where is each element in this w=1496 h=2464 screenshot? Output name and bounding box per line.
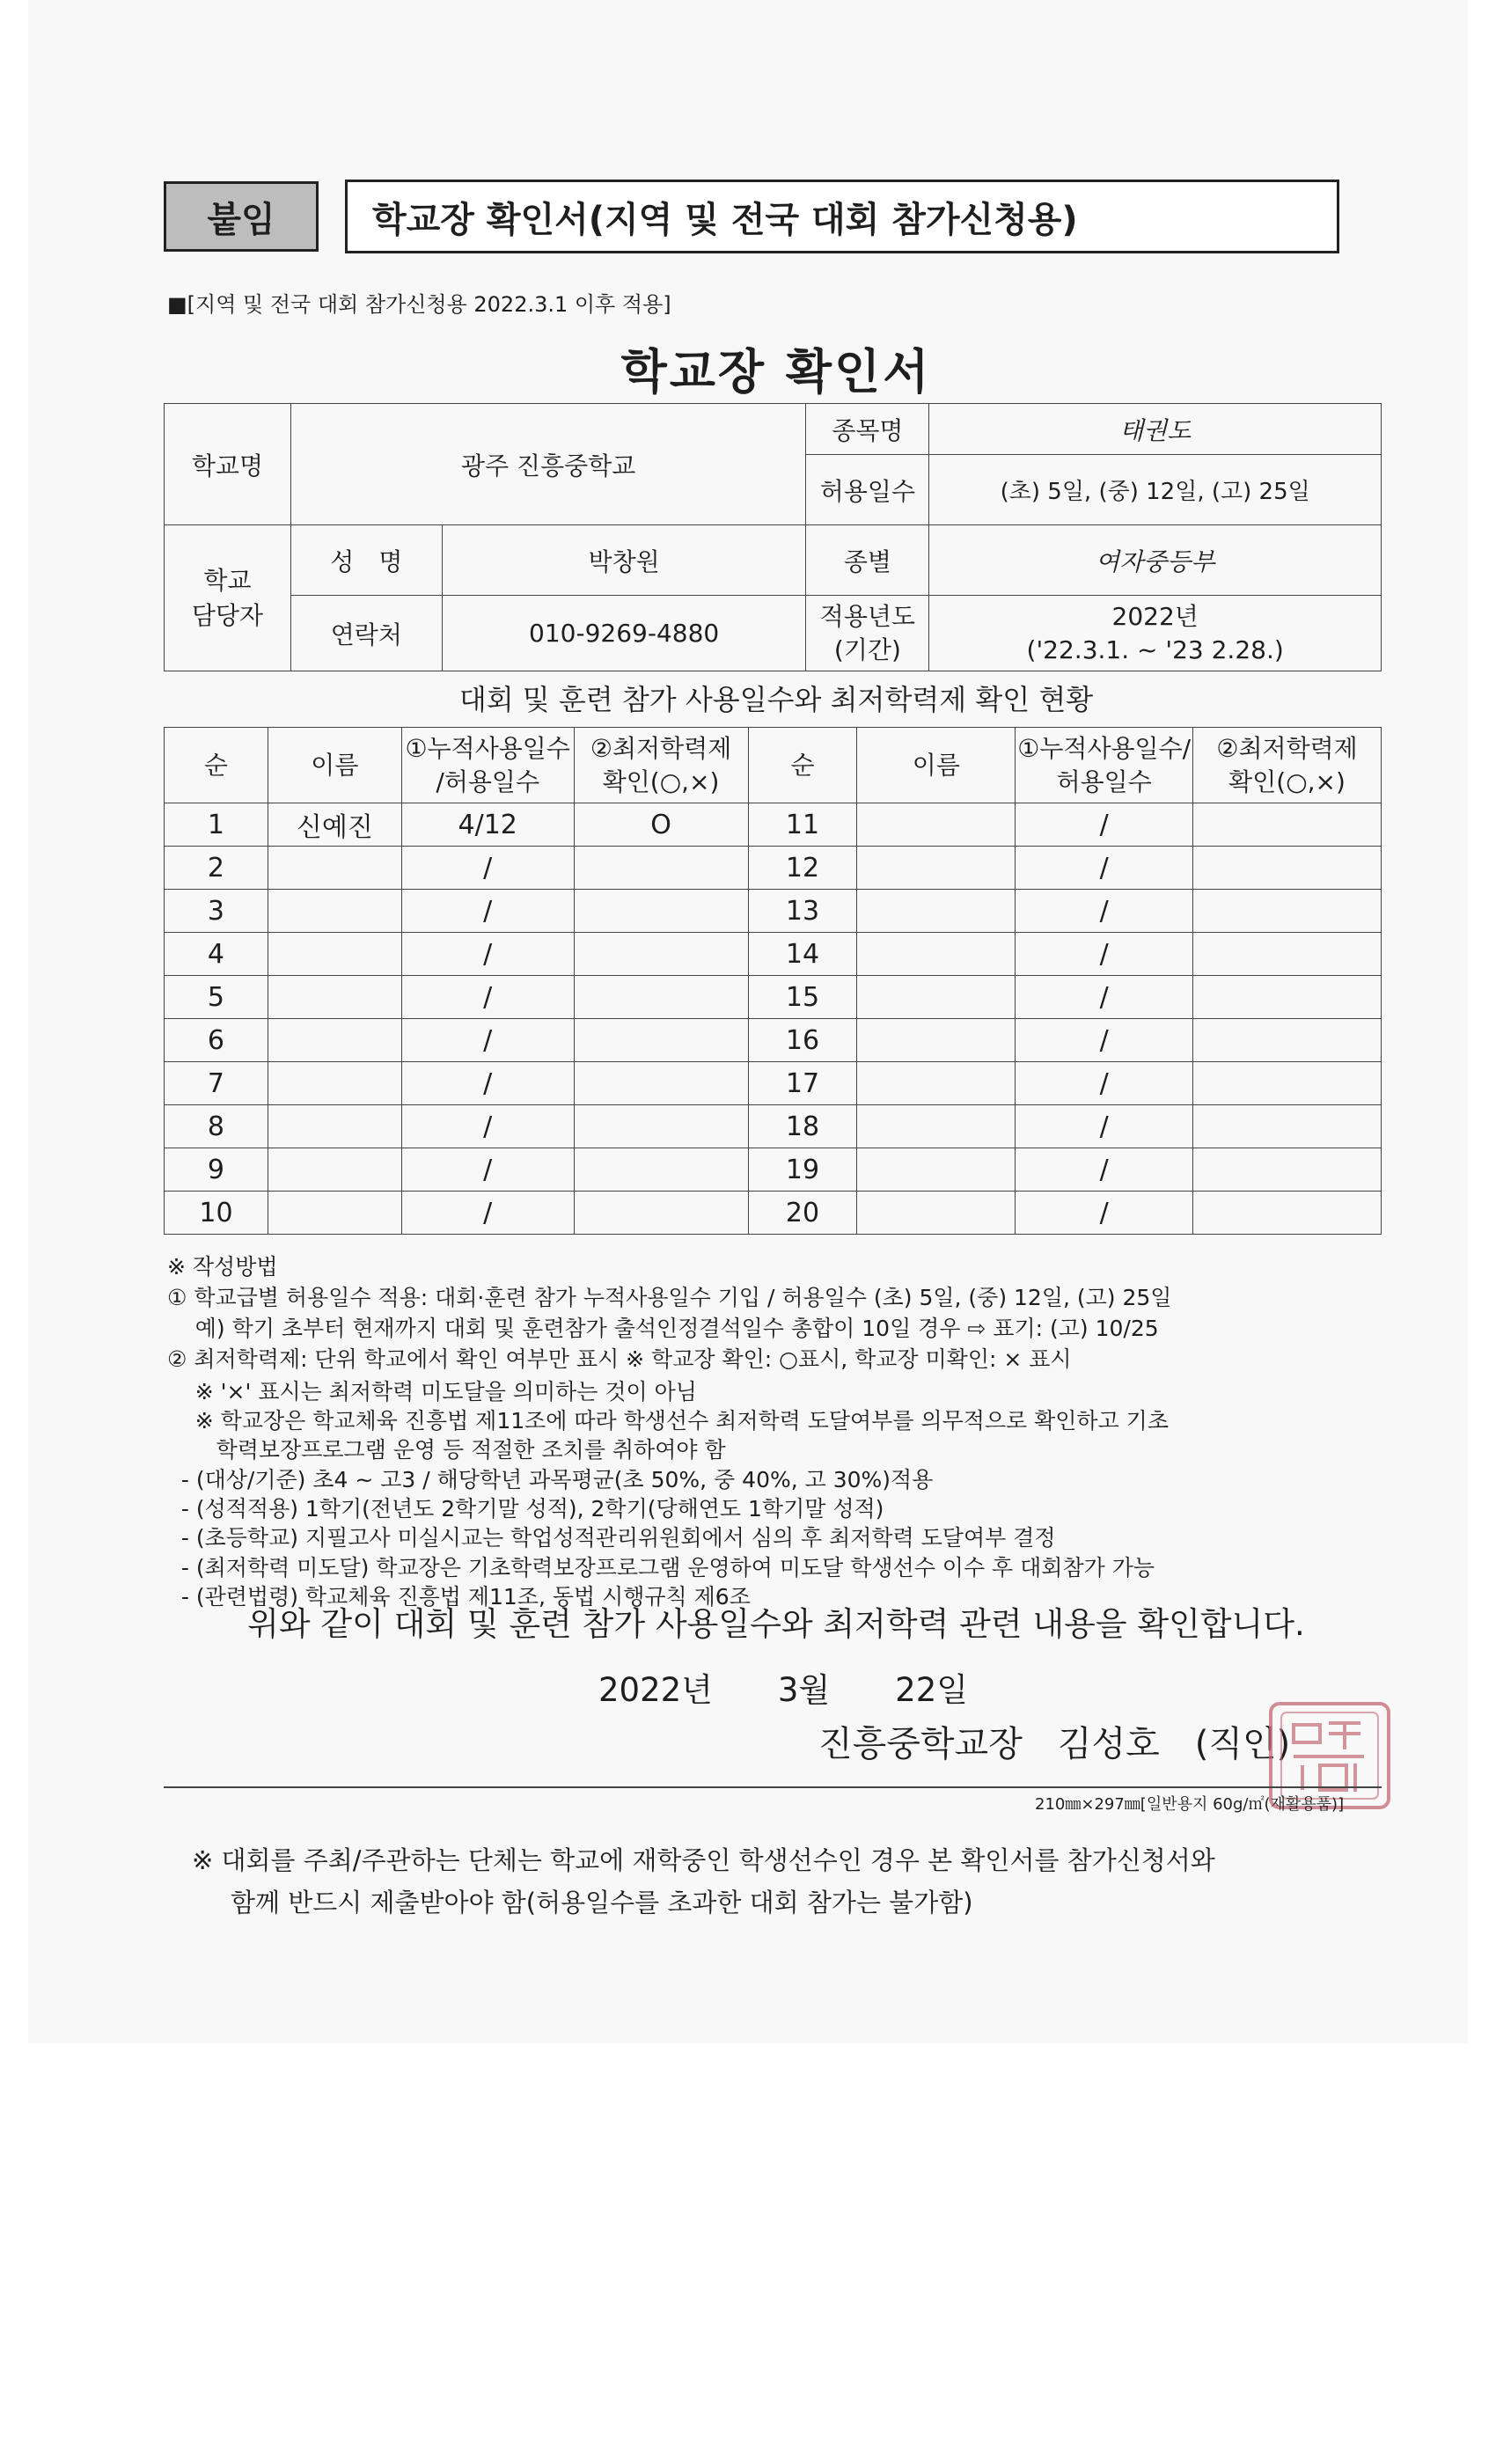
athlete-name (268, 1148, 401, 1192)
min-academic-check (574, 1019, 748, 1062)
min-academic-check (574, 1192, 748, 1235)
min-academic-check (1193, 1105, 1382, 1148)
name-label: 성 명 (290, 525, 442, 596)
used-allowed-days: / (401, 1019, 574, 1062)
min-academic-check (574, 890, 748, 933)
athlete-name: 신예진 (268, 803, 401, 847)
table-row (165, 1192, 1382, 1235)
table-row (165, 803, 1382, 847)
paper-spec: 210㎜×297㎜[일반용지 60g/㎡(재활용품)] (1035, 1795, 1345, 1814)
row-number: 20 (748, 1192, 857, 1235)
athlete-name (268, 976, 401, 1019)
allowed-days-label: 허용일수 (806, 455, 929, 525)
instruction-line: - (최저학력 미도달) 학교장은 기초학력보장프로그램 운영하여 미도달 학생선수 이수 후 대회참가 가능 (167, 1555, 1155, 1580)
athlete-name (857, 1019, 1016, 1062)
instruction-line: 학력보장프로그램 운영 등 적절한 조치를 취하여야 함 (167, 1437, 726, 1463)
athlete-name (857, 847, 1016, 890)
table-row (165, 1019, 1382, 1062)
header-check: ②최저학력제 확인(○,×) (1193, 728, 1382, 803)
instruction-line: ※ 학교장은 학교체육 진흥법 제11조에 따라 학생선수 최저학력 도달여부를 의무적으로 확인하고 기초 (167, 1408, 1169, 1434)
row-number: 2 (165, 847, 268, 890)
table-row (165, 1105, 1382, 1148)
used-allowed-days: / (1016, 1105, 1193, 1148)
row-number: 6 (165, 1019, 268, 1062)
footer-note-line-1: ※ 대회를 주최/주관하는 단체는 학교에 재학중인 학생선수인 경우 본 확인서를 참가신청서와 (192, 1845, 1215, 1875)
used-allowed-days: / (1016, 933, 1193, 976)
min-academic-check: O (574, 803, 748, 847)
allowed-days-value: (초) 5일, (중) 12일, (고) 25일 (929, 455, 1382, 525)
used-allowed-days: / (1016, 976, 1193, 1019)
used-allowed-days: / (401, 933, 574, 976)
used-allowed-days: / (401, 890, 574, 933)
min-academic-check (574, 1105, 748, 1148)
row-number: 9 (165, 1148, 268, 1192)
class-value: 여자중등부 (929, 525, 1382, 596)
instruction-line: 예) 학기 초부터 현재까지 대회 및 훈련참가 출석인정결석일수 총합이 10일 경우 ⇨ 표기: (고) 10/25 (167, 1316, 1159, 1341)
table-row (165, 933, 1382, 976)
year-cell (929, 596, 1382, 671)
min-academic-check (1193, 1148, 1382, 1192)
table-row (165, 890, 1382, 933)
used-allowed-days: / (401, 976, 574, 1019)
confirmation-statement: 위와 같이 대회 및 훈련 참가 사용일수와 최저학력 관련 내용을 확인합니다. (247, 1605, 1305, 1643)
min-academic-check (574, 847, 748, 890)
instruction-line: ※ '×' 표시는 최저학력 미도달을 의미하는 것이 아님 (167, 1379, 697, 1404)
document-title: 학교장 확인서 (620, 344, 932, 400)
min-academic-check (574, 976, 748, 1019)
used-allowed-days: / (1016, 890, 1193, 933)
instruction-line: - (성적적용) 1학기(전년도 2학기말 성적), 2학기(당해연도 1학기말 성적) (167, 1496, 884, 1522)
table-row (165, 976, 1382, 1019)
event-label: 종목명 (806, 404, 929, 455)
athlete-name (268, 1192, 401, 1235)
athlete-name (857, 976, 1016, 1019)
min-academic-check (1193, 976, 1382, 1019)
row-number: 13 (748, 890, 857, 933)
row-number: 8 (165, 1105, 268, 1148)
used-allowed-days: / (1016, 1019, 1193, 1062)
instruction-line: ② 최저학력제: 단위 학교에서 확인 여부만 표시 ※ 학교장 확인: ○표시, 학교장 미확인: × 표시 (167, 1346, 1072, 1372)
min-academic-check (574, 1062, 748, 1105)
row-number: 19 (748, 1148, 857, 1192)
row-number: 16 (748, 1019, 857, 1062)
contact-label: 연락처 (290, 596, 442, 671)
athlete-name (857, 933, 1016, 976)
used-allowed-days: / (1016, 1148, 1193, 1192)
athlete-name (268, 1105, 401, 1148)
used-allowed-days: / (401, 847, 574, 890)
row-number: 4 (165, 933, 268, 976)
athlete-name (268, 890, 401, 933)
principal-signature: 진흥중학교장 김성호 (직인) (818, 1724, 1291, 1764)
row-number: 1 (165, 803, 268, 847)
min-academic-check (574, 933, 748, 976)
min-academic-check (1193, 1019, 1382, 1062)
instruction-line: ※ 작성방법 (167, 1254, 278, 1280)
header-name: 이름 (268, 728, 401, 803)
athlete-name (857, 890, 1016, 933)
header-check: ②최저학력제 확인(○,×) (574, 728, 748, 803)
used-allowed-days: 4/12 (401, 803, 574, 847)
header-no: 순 (165, 728, 268, 803)
used-allowed-days: / (1016, 1192, 1193, 1235)
athlete-name (857, 1148, 1016, 1192)
row-number: 18 (748, 1105, 857, 1148)
header-days: ①누적사용일수/ 허용일수 (1016, 728, 1193, 803)
athlete-name (857, 1062, 1016, 1105)
instruction-line: - (대상/기준) 초4 ~ 고3 / 해당학년 과목평균(초 50%, 중 40%, 고 30%)적용 (167, 1467, 934, 1492)
footer-note-line-2: 함께 반드시 제출받아야 함(허용일수를 초과한 대회 참가는 불가함) (231, 1888, 973, 1918)
athlete-name (268, 933, 401, 976)
manager-label: 학교 담당자 (165, 525, 291, 671)
used-allowed-days: / (401, 1105, 574, 1148)
row-number: 3 (165, 890, 268, 933)
used-allowed-days: / (401, 1192, 574, 1235)
attachment-title: 학교장 확인서(지역 및 전국 대회 참가신청용) (345, 180, 1339, 253)
instruction-line: - (관련법령) 학교체육 진흥법 제11조, 동법 시행규칙 제6조 (167, 1584, 751, 1610)
min-academic-check (1193, 890, 1382, 933)
athlete-table (164, 727, 1382, 1235)
min-academic-check (1193, 933, 1382, 976)
class-label: 종별 (806, 525, 929, 596)
used-allowed-days: / (1016, 847, 1193, 890)
row-number: 12 (748, 847, 857, 890)
row-number: 11 (748, 803, 857, 847)
header-name: 이름 (857, 728, 1016, 803)
table-row (165, 1062, 1382, 1105)
min-academic-check (1193, 1192, 1382, 1235)
event-value: 태권도 (929, 404, 1382, 455)
used-allowed-days: / (1016, 803, 1193, 847)
athlete-name (857, 1192, 1016, 1235)
header-no: 순 (748, 728, 857, 803)
applicability-notice: ■[지역 및 전국 대회 참가신청용 2022.3.1 이후 적용] (167, 292, 671, 317)
row-number: 15 (748, 976, 857, 1019)
school-value: 광주 진흥중학교 (290, 404, 806, 525)
used-allowed-days: / (1016, 1062, 1193, 1105)
athlete-name (268, 1019, 401, 1062)
school-label: 학교명 (165, 404, 291, 525)
instruction-line: - (초등학교) 지필고사 미실시교는 학업성적관리위원회에서 심의 후 최저학력 도달여부 결정 (167, 1525, 1056, 1551)
row-number: 17 (748, 1062, 857, 1105)
athlete-name (268, 1062, 401, 1105)
row-number: 5 (165, 976, 268, 1019)
instruction-line: ① 학교급별 허용일수 적용: 대회·훈련 참가 누적사용일수 기입 / 허용일수 (초) 5일, (중) 12일, (고) 25일 (167, 1285, 1172, 1310)
used-allowed-days: / (401, 1062, 574, 1105)
contact-value: 010-9269-4880 (442, 596, 806, 671)
used-allowed-days: / (401, 1148, 574, 1192)
athlete-name (857, 803, 1016, 847)
period-value: ('22.3.1. ~ '23 2.28.) (1026, 634, 1284, 664)
year-value: 2022년 (1111, 601, 1199, 631)
status-section-title: 대회 및 훈련 참가 사용일수와 최저학력제 확인 현황 (458, 683, 1094, 716)
table-row (165, 847, 1382, 890)
header-days: ①누적사용일수 /허용일수 (401, 728, 574, 803)
min-academic-check (1193, 1062, 1382, 1105)
min-academic-check (1193, 803, 1382, 847)
name-value: 박창원 (442, 525, 806, 596)
athlete-name (857, 1105, 1016, 1148)
row-number: 14 (748, 933, 857, 976)
issue-date: 2022년 3월 22일 (598, 1671, 969, 1709)
min-academic-check (574, 1148, 748, 1192)
info-table (164, 403, 1382, 671)
athlete-name (268, 847, 401, 890)
table-row (165, 1148, 1382, 1192)
year-label: 적용년도 (기간) (806, 596, 929, 671)
footer-rule (164, 1786, 1382, 1788)
row-number: 7 (165, 1062, 268, 1105)
min-academic-check (1193, 847, 1382, 890)
row-number: 10 (165, 1192, 268, 1235)
attachment-tag: 붙임 (164, 181, 319, 252)
